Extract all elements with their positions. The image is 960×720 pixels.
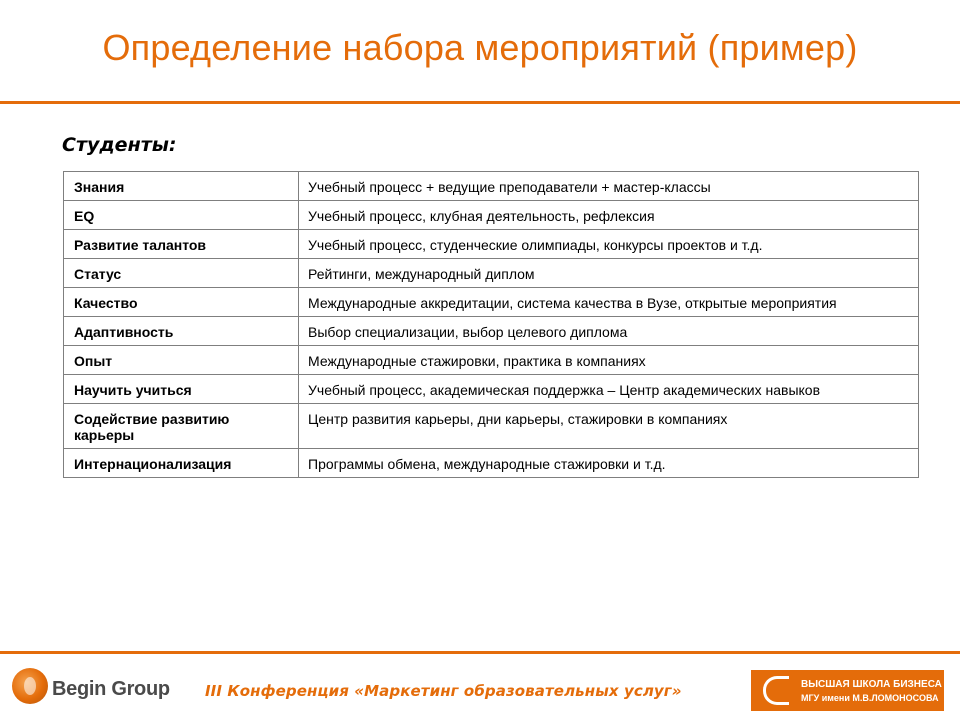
row-key: EQ: [64, 201, 299, 230]
row-key: Научить учиться: [64, 375, 299, 404]
table-row: [64, 449, 919, 478]
table-row: [64, 346, 919, 375]
row-key: Качество: [64, 288, 299, 317]
row-key: Развитие талантов: [64, 230, 299, 259]
activities-table: [63, 171, 919, 478]
row-value: Учебный процесс, клубная деятельность, рефлексия: [299, 201, 919, 230]
table-row: [64, 201, 919, 230]
row-key: Опыт: [64, 346, 299, 375]
table-row: [64, 172, 919, 201]
table-row: [64, 259, 919, 288]
table-row: [64, 375, 919, 404]
row-value: Программы обмена, международные стажировки и т.д.: [299, 449, 919, 478]
table-row: [64, 288, 919, 317]
begin-group-logo-text: Begin Group: [52, 678, 170, 700]
row-value: Выбор специализации, выбор целевого диплома: [299, 317, 919, 346]
slide-subtitle: Студенты:: [62, 134, 177, 156]
business-school-mark-icon: [763, 676, 789, 705]
slide-title: Определение набора мероприятий (пример): [102, 27, 858, 68]
begin-group-logo: [12, 668, 202, 712]
row-value: Учебный процесс, студенческие олимпиады, конкурсы проектов и т.д.: [299, 230, 919, 259]
begin-group-logo-mark-icon: [12, 668, 48, 704]
row-key: Адаптивность: [64, 317, 299, 346]
business-school-logo-line2: МГУ имени М.В.ЛОМОНОСОВА: [801, 693, 939, 703]
row-value: Учебный процесс + ведущие преподаватели + мастер-классы: [299, 172, 919, 201]
business-school-logo-line1: ВЫСШАЯ ШКОЛА БИЗНЕСА: [801, 679, 942, 690]
row-key: Интернационализация: [64, 449, 299, 478]
row-key: Содействие развитию карьеры: [64, 404, 299, 449]
row-value: Рейтинги, международный диплом: [299, 259, 919, 288]
footer-divider: [0, 651, 960, 654]
table-row: [64, 230, 919, 259]
business-school-logo: [751, 670, 944, 711]
row-value: Международные стажировки, практика в компаниях: [299, 346, 919, 375]
row-value: Центр развития карьеры, дни карьеры, стажировки в компаниях: [299, 404, 919, 449]
title-divider: [0, 101, 960, 104]
row-key: Статус: [64, 259, 299, 288]
row-key: Знания: [64, 172, 299, 201]
table-row: [64, 317, 919, 346]
table-row: [64, 404, 919, 449]
row-value: Международные аккредитации, система качества в Вузе, открытые мероприятия: [299, 288, 919, 317]
row-value: Учебный процесс, академическая поддержка – Центр академических навыков: [299, 375, 919, 404]
footer-conference-text: III Конференция «Маркетинг образовательных услуг»: [205, 682, 682, 700]
